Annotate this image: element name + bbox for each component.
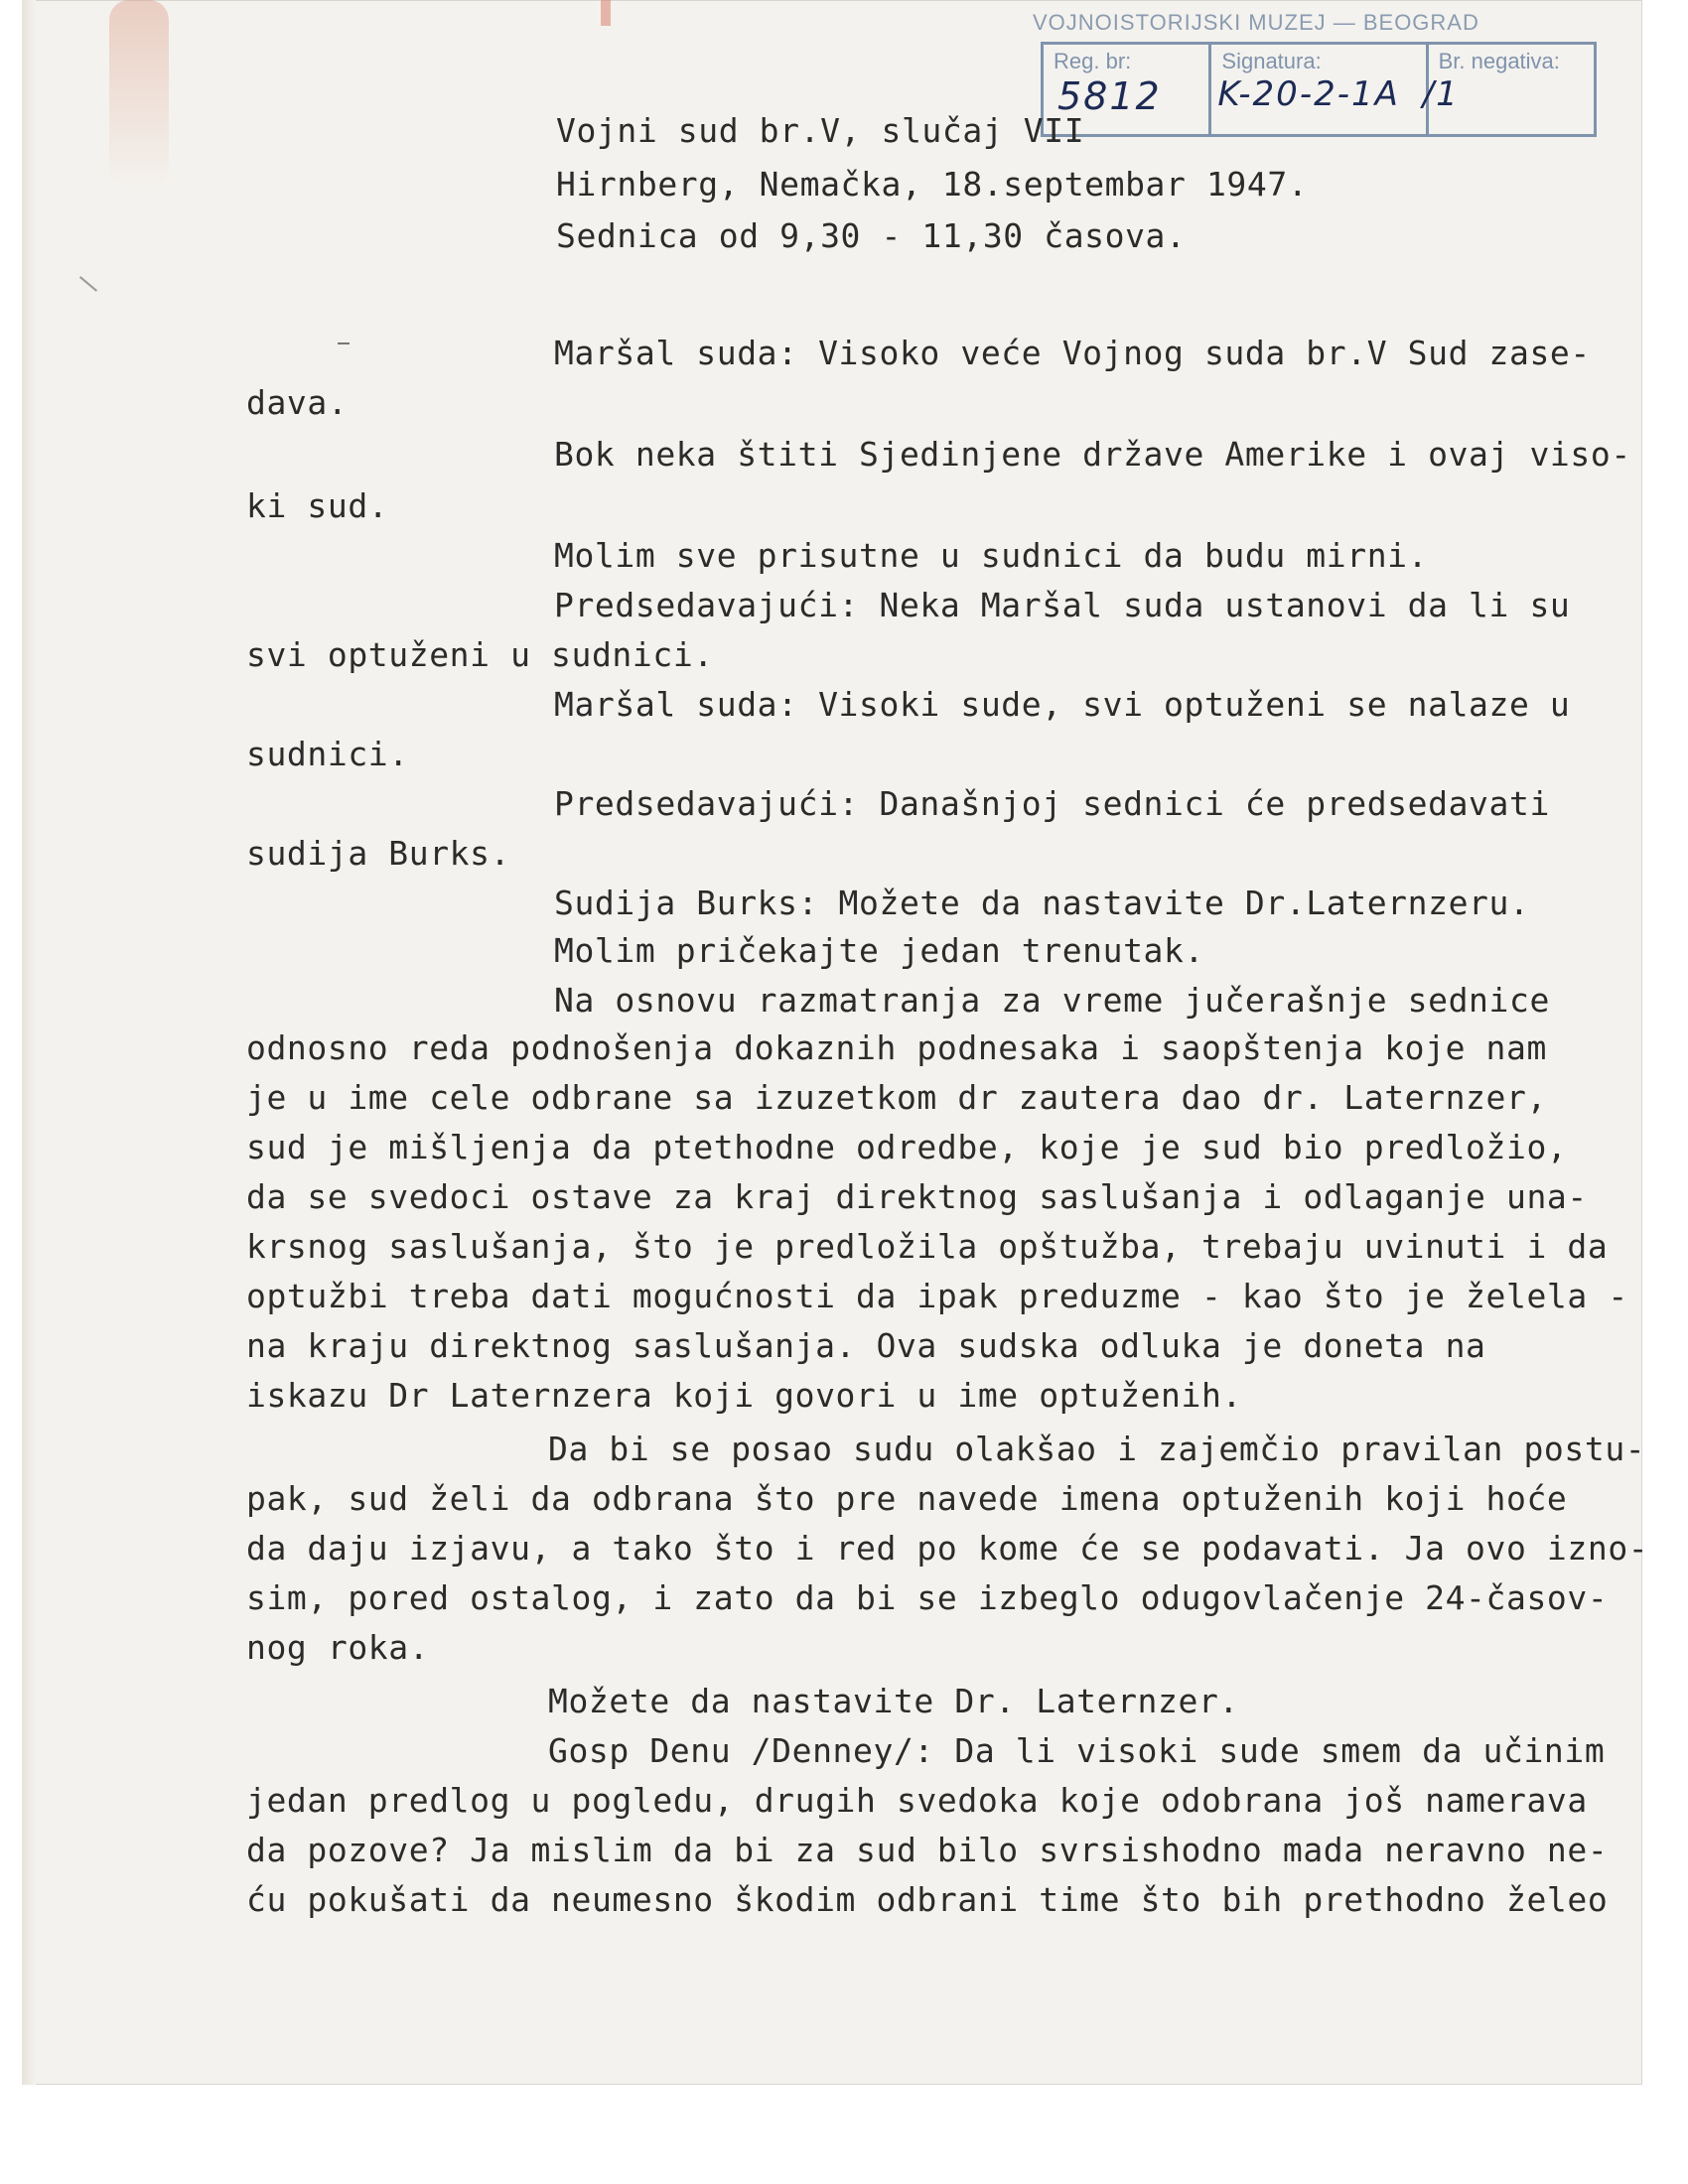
rust-stain-small bbox=[601, 0, 611, 26]
text-line: sud je mišljenja da ptethodne odredbe, koje je sud bio predložio, bbox=[246, 1128, 1568, 1166]
stamp-signatura-cell bbox=[1211, 45, 1428, 134]
text-line: sim, pored ostalog, i zato da bi se izbeglo odugovlačenje 24-časov- bbox=[246, 1578, 1609, 1617]
stamp-signatura-value: K-20-2-1A bbox=[1217, 74, 1400, 114]
text-line: da daju izjavu, a tako što i red po kome će se podavati. Ja ovo izno- bbox=[246, 1529, 1649, 1568]
archive-stamp bbox=[1041, 42, 1597, 137]
text-line: ki sud. bbox=[246, 486, 389, 525]
stamp-signatura-label: Signatura: bbox=[1221, 49, 1322, 73]
text-line: Gosp Denu /Denney/: Da li visoki sude smem da učinim bbox=[548, 1731, 1606, 1770]
header-line: Hirnberg, Nemačka, 18.septembar 1947. bbox=[556, 165, 1309, 204]
stamp-negativ-value: /1 bbox=[1422, 74, 1460, 114]
text-line: Da bi se posao sudu olakšao i zajemčio pravilan postu- bbox=[548, 1430, 1646, 1468]
stamp-reg-value: 5812 bbox=[1057, 74, 1162, 118]
text-line: Sudija Burks: Možete da nastavite Dr.Laternzeru. bbox=[554, 884, 1530, 922]
text-line: krsnog saslušanja, što je predložila opštužba, trebaju uvinuti i da bbox=[246, 1227, 1609, 1266]
text-line: nog roka. bbox=[246, 1628, 430, 1667]
text-line: Predsedavajući: Neka Maršal suda ustanovi da li su bbox=[554, 586, 1571, 624]
text-line: na kraju direktnog saslušanja. Ova sudska odluka je doneta na bbox=[246, 1326, 1486, 1365]
museum-stamp-header: VOJNOISTORIJSKI MUZEJ — BEOGRAD bbox=[1033, 10, 1479, 35]
text-line: da pozove? Ja mislim da bi za sud bilo svrsishodno mada neravno ne- bbox=[246, 1831, 1609, 1869]
text-line: je u ime cele odbrane sa izuzetkom dr zautera dao dr. Laternzer, bbox=[246, 1078, 1547, 1117]
text-line: optužbi treba dati mogućnosti da ipak preduzme - kao što je želela - bbox=[246, 1277, 1628, 1315]
text-line: sudnici. bbox=[246, 735, 409, 773]
text-line: odnosno reda podnošenja dokaznih podnesaka i saopštenja koje nam bbox=[246, 1028, 1547, 1067]
text-line: Maršal suda: Visoko veće Vojnog suda br.V Sud zase- bbox=[554, 334, 1591, 372]
margin-dash bbox=[338, 342, 350, 344]
text-line: Maršal suda: Visoki sude, svi optuženi se nalaze u bbox=[554, 685, 1571, 724]
page-edge-shadow bbox=[22, 0, 36, 2085]
header-line: Sednica od 9,30 - 11,30 časova. bbox=[556, 216, 1187, 255]
text-line: Molim pričekajte jedan trenutak. bbox=[554, 931, 1204, 970]
text-line: da se svedoci ostave za kraj direktnog saslušanja i odlaganje una- bbox=[246, 1177, 1588, 1216]
text-line: sudija Burks. bbox=[246, 834, 511, 873]
rust-stain bbox=[109, 0, 169, 189]
text-line: Na osnovu razmatranja za vreme jučerašnje sednice bbox=[554, 981, 1550, 1020]
text-line: Predsedavajući: Današnjoj sednici će predsedavati bbox=[554, 784, 1550, 823]
text-line: dava. bbox=[246, 383, 349, 422]
text-line: Bok neka štiti Sjedinjene države Amerike i ovaj viso- bbox=[554, 435, 1631, 474]
stamp-negativ-cell bbox=[1422, 45, 1594, 134]
text-line: Molim sve prisutne u sudnici da budu mirni. bbox=[554, 536, 1429, 575]
stamp-reg-label: Reg. br: bbox=[1054, 49, 1132, 73]
text-line: svi optuženi u sudnici. bbox=[246, 635, 714, 674]
stamp-negativ-label: Br. negativa: bbox=[1438, 49, 1560, 73]
text-line: iskazu Dr Laternzera koji govori u ime optuženih. bbox=[246, 1376, 1242, 1415]
text-line: Možete da nastavite Dr. Laternzer. bbox=[548, 1682, 1239, 1720]
text-line: ću pokušati da neumesno škodim odbrani time što bih prethodno želeo bbox=[246, 1880, 1609, 1919]
header-line: Vojni sud br.V, slučaj VII bbox=[556, 111, 1085, 150]
text-line: jedan predlog u pogledu, drugih svedoka koje odobrana još namerava bbox=[246, 1781, 1588, 1820]
text-line: pak, sud želi da odbrana što pre navede imena optuženih koji hoće bbox=[246, 1479, 1568, 1518]
